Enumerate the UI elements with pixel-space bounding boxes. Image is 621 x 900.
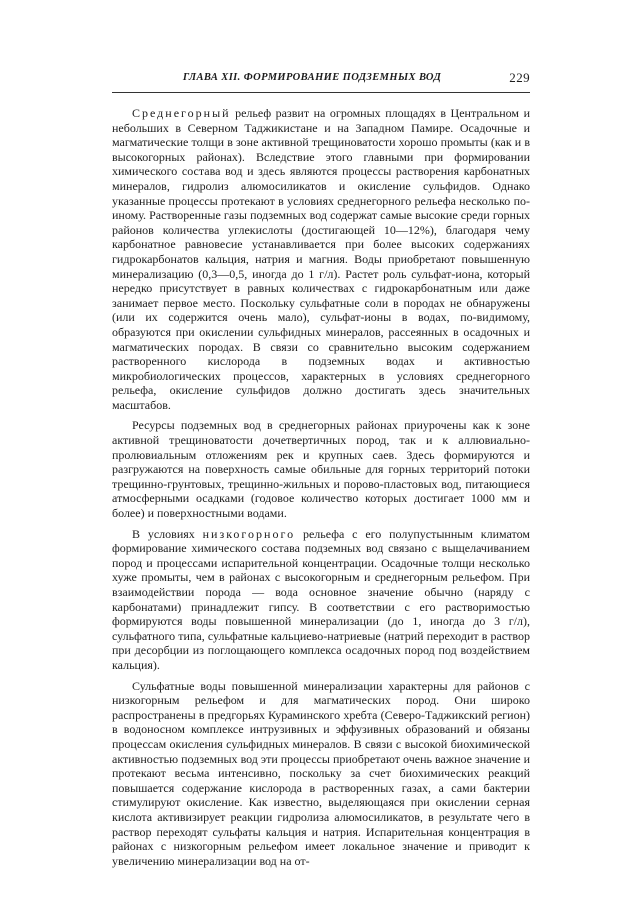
page-number: 229	[509, 70, 530, 85]
chapter-title: ГЛАВА XII. ФОРМИРОВАНИЕ ПОДЗЕМНЫХ ВОД	[182, 72, 442, 83]
paragraph	[112, 106, 530, 412]
paragraph-text: Сульфатные воды повышенной минерализации характерны для районов с низкогорным рельефом и для магматических пород. Они широко распространены в предгорьях Кураминского хребта (Северо-Таджикский регион) в водоносном комплексе интрузивных и эффузивных образований и обязаны процессам окисления сульфидных минералов. В связи с высокой биохимической активностью подземных вод эти процессы приобретают очень важное значение и протекают весьма интенсивно, поскольку за счет биохимических реакций повышается содержание кислорода в растворенных газах, а сами бактерии стимулируют окисление. Как известно, выделяющаяся при окислении серная кислота активизирует реакции гидролиза алюмосиликатов, в результате чего в раствор переходят сульфаты кальция и натрия. Испарительная концентрация в районах с низкогорным рельефом имеет локальное значение и приводит к увеличению минерализации вод на от-	[112, 678, 530, 868]
spaced-term: низкогорного	[202, 526, 296, 541]
paragraph-text: рельеф развит на огромных площадях в Центральном и небольших в Северном Таджикистане и на Западном Памире. Осадочные и магматические толщи в зоне активной трещиноватости хорошо промыты (как и в высокогорных районах). Вследствие этого главными при формировании химического состава вод и здесь являются процессы растворения карбонатных минералов, гидролиз алюмосиликатов и окисление сульфидов. Однако указанные процессы протекают в условиях среднегорного рельефа несколько по-иному. Растворенные газы подземных вод содержат самые высокие среди горных районов количества углекислоты (достигающей 10—12%), благодаря чему карбонатное равновесие устанавливается при более высоких содержаниях гидрокарбонатов кальция, натрия и магния. Воды приобретают повышенную минерализацию (0,3—0,5, иногда до 1 г/л). Растет роль сульфат-иона, который нередко присутствует в равных количествах с гидрокарбонатным или даже занимает первое место. Поскольку сульфатные соли в породах не обнаружены (или их содержится очень мало), сульфат-ионы в водах, по-видимому, образуются при окислении сульфидных минералов, рассеянных в осадочных и магматических породах. В связи со сравнительно высоким содержанием растворенного кислорода в подземных водах и активностью микробиологических процессов, характерных в условиях среднегорного рельефа, окисление сульфидов должно достигать здесь значительных масштабов.	[112, 106, 530, 412]
body-text	[112, 106, 530, 874]
header-divider	[112, 92, 530, 93]
running-header	[112, 70, 530, 90]
spaced-term: Среднегорный	[132, 106, 231, 120]
paragraph-text: Ресурсы подземных вод в среднегорных районах приурочены как к зоне активной трещиноватости дочетвертичных пород, так и к аллювиально-пролювиальным отложениям рек и крупных саев. Здесь формируются и разгружаются на поверхность самые обильные для горных территорий потоки трещинно-грунтовых, трещинно-жильных и порово-пластовых вод, питающиеся атмосферными осадками (годовое количество которых достигает 1000 мм и более) и поверхностными водами.	[112, 418, 530, 521]
paragraph	[112, 679, 530, 869]
paragraph	[112, 418, 530, 520]
paragraph-text-before: В условиях	[132, 526, 203, 541]
paragraph-text: рельефа с его полупустынным климатом формирование химического состава подземных вод связано с выщелачиванием пород и процессами испарительной концентрации. Осадочные толщи несколько хуже промыты, чем в районах с высокогорным и среднегорным рельефом. При взаимодействии порода — вода основное значение обычно (наряду с карбонатами) принадлежит гипсу. В соответствии с его растворимостью формируются воды повышенной минерализации (до 1, иногда до 3 г/л), сульфатного типа, сульфатные кальциево-натриевые (натрий переходит в раствор при десорбции из поглощающего комплекса осадочных пород под воздействием кальция).	[112, 526, 530, 672]
paragraph	[112, 527, 530, 673]
